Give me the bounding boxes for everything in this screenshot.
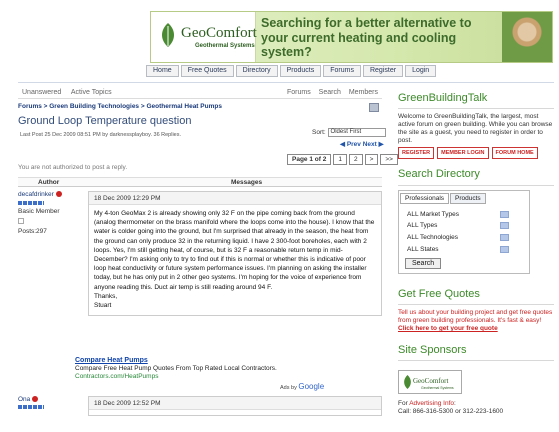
prev-next-nav: [340, 140, 384, 148]
not-authorized-notice: You are not authorized to post a reply.: [18, 164, 128, 171]
pager-next[interactable]: >: [365, 154, 379, 165]
states-dropdown-icon[interactable]: [500, 246, 509, 253]
text-ad: [75, 357, 330, 380]
sort-label: Sort:: [312, 129, 326, 137]
author-role: Basic Member: [18, 208, 60, 215]
ads-by-label: Ads by: [280, 385, 297, 391]
offline-status-icon: [56, 191, 62, 197]
offline-status-icon-2: [32, 396, 38, 402]
sponsors-heading: Site Sponsors: [398, 344, 467, 356]
search-link[interactable]: Search: [318, 89, 341, 96]
ad-url[interactable]: Contractors.com/HeatPumps: [75, 373, 159, 380]
prev-link[interactable]: Prev: [346, 141, 361, 148]
print-icon[interactable]: [369, 103, 379, 112]
directory-heading: Search Directory: [398, 168, 480, 180]
header-divider: [18, 82, 554, 83]
pager-page-1[interactable]: 1: [333, 154, 347, 165]
member-login-button[interactable]: MEMBER LOGIN: [437, 147, 488, 159]
geocomfort-banner-ad[interactable]: [150, 11, 553, 63]
banner-logo: [151, 12, 256, 62]
prev-arrow-icon[interactable]: ◀: [340, 141, 345, 148]
market-types-dropdown-icon[interactable]: [500, 211, 509, 218]
next-arrow-icon[interactable]: ▶: [378, 141, 384, 148]
active-topics-link[interactable]: Active Topics: [70, 89, 112, 96]
sponsor-leaf-icon: [403, 375, 412, 389]
quotes-divider: [398, 304, 554, 305]
gbt-buttons: [398, 147, 538, 159]
author-post-count: Posts:297: [18, 228, 47, 235]
author-name-2[interactable]: Ona: [18, 396, 31, 403]
avatar: [18, 218, 24, 224]
forum-home-button[interactable]: FORUM HOME: [492, 147, 538, 159]
quotes-text: [398, 309, 554, 333]
banner-headline: Searching for a better alternative to your current heating and cooling system?: [261, 16, 472, 59]
filter-market-types[interactable]: ALL Market Types: [407, 211, 460, 218]
breadcrumb[interactable]: Forums > Green Building Technologies > Geothermal Heat Pumps: [18, 103, 222, 110]
google-logo: Google: [298, 382, 325, 391]
tab-products[interactable]: Products: [450, 193, 486, 204]
sponsor-name: GeoComfort: [413, 377, 449, 385]
ad-title-link[interactable]: Compare Heat Pumps: [75, 357, 148, 364]
author-name[interactable]: decafdrinker: [18, 191, 54, 198]
banner-logo-subtitle: Geothermal Systems: [195, 43, 255, 49]
directory-search-button[interactable]: Search: [405, 258, 441, 269]
ads-by-google[interactable]: [280, 382, 324, 391]
advertising-phone: Call: 866-316-5300 or 312-223-1600: [398, 408, 504, 415]
nav-forums[interactable]: Forums: [323, 65, 361, 77]
post-date-2: 18 Dec 2009 12:52 PM: [89, 397, 381, 410]
banner-logo-name: GeoComfort: [181, 25, 257, 41]
tab-professionals[interactable]: Professionals: [400, 193, 449, 204]
sponsors-divider: [398, 360, 554, 361]
filter-types[interactable]: ALL Types: [407, 222, 438, 229]
posts-header: [18, 177, 382, 187]
next-link[interactable]: Next: [362, 141, 377, 148]
post-date: 18 Dec 2009 12:29 PM: [89, 192, 381, 205]
types-dropdown-icon[interactable]: [500, 222, 509, 229]
pager-label: Page 1 of 2: [287, 154, 331, 165]
quotes-heading: Get Free Quotes: [398, 288, 480, 300]
post-author-panel-2: [18, 396, 44, 409]
ad-description: Compare Free Heat Pump Quotes From Top Rated Local Contractors.: [75, 365, 277, 372]
sort-control: [312, 128, 386, 137]
unanswered-link[interactable]: Unanswered: [22, 89, 62, 96]
advertising-info-link[interactable]: Advertising Info: [409, 400, 455, 407]
nav-home[interactable]: Home: [146, 65, 179, 77]
leaf-logo-icon: [157, 22, 179, 48]
pager-page-2[interactable]: 2: [349, 154, 363, 165]
post-message: [88, 191, 382, 316]
gbt-heading: GreenBuildingTalk: [398, 92, 488, 104]
forums-link[interactable]: Forums: [286, 89, 311, 96]
advertising-prefix: For: [398, 400, 408, 407]
gbt-divider: [398, 108, 554, 109]
filter-technologies[interactable]: ALL Technologies: [407, 234, 458, 241]
directory-tabs: [400, 193, 486, 204]
messages-column-header: Messages: [231, 179, 263, 186]
gbt-welcome-text: Welcome to GreenBuildingTalk, the largest, most active forum on green building. While you can browse the site as a guest, you need to register in order to post.: [398, 113, 553, 144]
forum-toolbar: [18, 87, 382, 99]
nav-directory[interactable]: Directory: [236, 65, 278, 77]
pager-last[interactable]: >>: [380, 154, 398, 165]
top-nav: [146, 65, 436, 77]
sponsor-logo[interactable]: [398, 370, 462, 394]
advertising-info: For Advertising Info: Call: 866-316-5300 or 312-223-1600: [398, 400, 504, 415]
directory-divider: [398, 185, 554, 186]
thread-title: Ground Loop Temperature question: [18, 115, 192, 127]
nav-register[interactable]: Register: [363, 65, 403, 77]
members-link[interactable]: Members: [348, 89, 378, 96]
rank-bar: [18, 201, 44, 205]
sponsor-subtitle: Geothermal Systems: [421, 386, 454, 390]
quotes-description: Tell us about your building project and get free quotes from green building professionals. It's fast & easy!: [398, 309, 553, 324]
rank-bar-2: [18, 405, 44, 409]
post-body: My 4-ton GeoMax 2 is already showing only 32 F on the pipe coming back from the ground (analog thermometer on the brass manifold where the loops come into the house). I know that the water is colder going into the ground, but I'm surprised that already in the season, the heat from the ground can only produce 32 in the returning liquid. I have 2 300-foot boreholes, each with 2 loops. Yes, I'm still getting heat, of course, but is 32 F a reasonable return temp in mid-December? I'm asking only to try to find out if this is normal or whether this is indicative of poor loop heat conductivity or future system performance issues. I'm planning on asking the installer today, but he has only put in 2 other geo systems. I'm hoping for the voice of experience from anyone reading this. Duct air temp is still reading around 94 F. Thanks, Stuart: [94, 210, 375, 310]
sort-select[interactable]: Oldest First: [328, 128, 386, 137]
nav-login[interactable]: Login: [405, 65, 436, 77]
author-column-header: Author: [38, 179, 60, 186]
technologies-dropdown-icon[interactable]: [500, 234, 509, 241]
post-message-2: [88, 396, 382, 416]
pager: [287, 154, 398, 165]
filter-states[interactable]: ALL States: [407, 246, 439, 253]
banner-photo: [502, 12, 552, 62]
nav-products[interactable]: Products: [280, 65, 322, 77]
register-button[interactable]: REGISTER: [398, 147, 434, 159]
free-quote-link[interactable]: Click here to get your free quote: [398, 325, 498, 332]
post-author-panel: [18, 191, 88, 235]
nav-free-quotes[interactable]: Free Quotes: [181, 65, 234, 77]
last-post-info: Last Post 25 Dec 2009 08:51 PM by darknessplayboy. 36 Replies.: [20, 132, 182, 138]
